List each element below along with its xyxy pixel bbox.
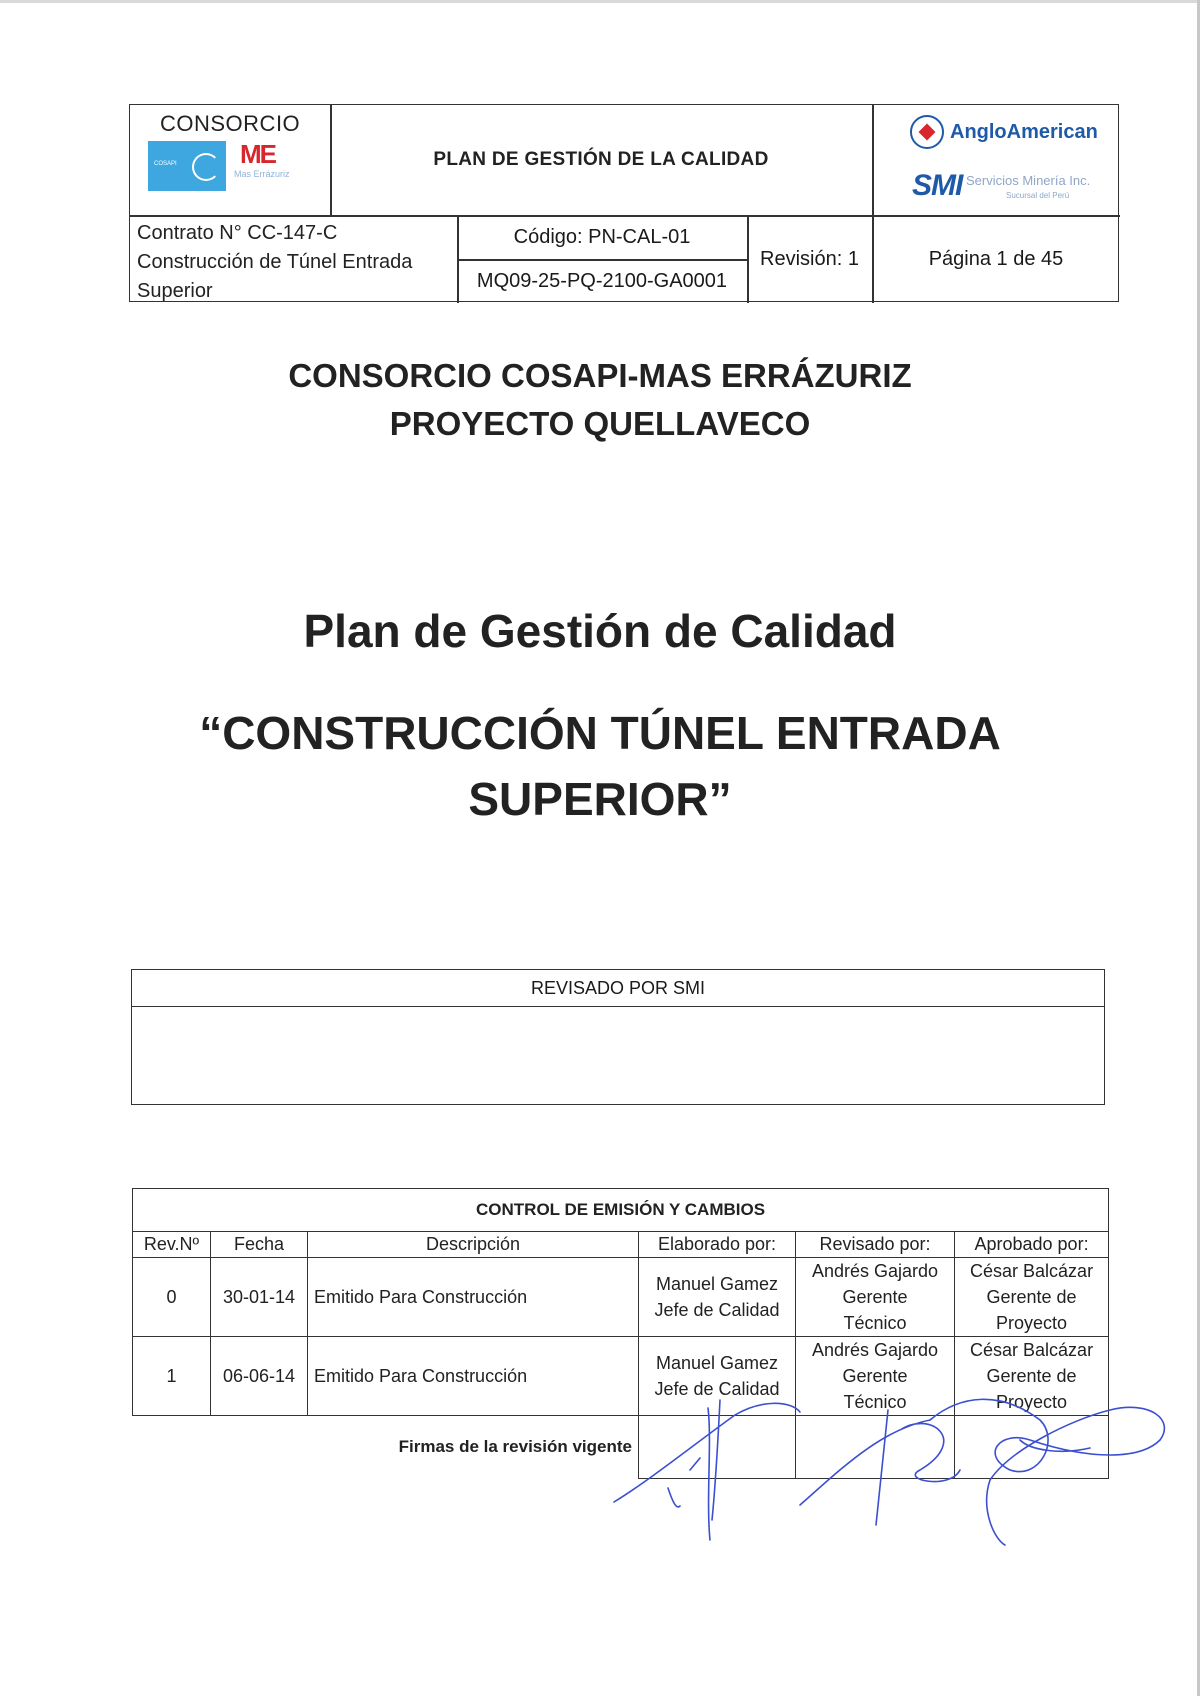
date-cell: 06-06-14 (211, 1337, 308, 1416)
document-title: PLAN DE GESTIÓN DE LA CALIDAD (433, 149, 769, 170)
company-heading (0, 352, 1200, 448)
header-divider (330, 105, 332, 215)
rev-cell: 0 (133, 1258, 211, 1337)
client-logos (872, 105, 1120, 215)
approved-by-name: César Balcázar (970, 1261, 1094, 1281)
anglo-american-icon (910, 115, 944, 149)
date-cell: 30-01-14 (211, 1258, 308, 1337)
reviewed-by-cell (796, 1337, 955, 1416)
anglo-american-label: AngloAmerican (950, 121, 1098, 143)
reviewed-by-name: Andrés Gajardo (811, 1261, 939, 1281)
rev-cell: 1 (133, 1337, 211, 1416)
me-subtitle: Mas Errázuriz (234, 169, 290, 179)
document-code: Código: PN-CAL-01 (513, 225, 691, 248)
revision-number: Revisión: 1 (760, 247, 859, 270)
subtitle-line-2: SUPERIOR” (468, 773, 732, 825)
smi-logo: SMI (912, 169, 963, 202)
prepared-by-role: Jefe de Calidad (654, 1379, 780, 1399)
signature-label: Firmas de la revisión vigente (398, 1437, 632, 1457)
cosapi-ring-icon (192, 153, 220, 181)
approved-by-cell (955, 1337, 1109, 1416)
approved-by-role: Gerente de (986, 1366, 1077, 1386)
description-cell: Emitido Para Construcción (308, 1258, 639, 1337)
blank-cell (211, 1416, 308, 1479)
approved-by-role: Proyecto (996, 1313, 1068, 1333)
reviewed-by-cell (796, 1258, 955, 1337)
header-divider (872, 105, 874, 303)
header-divider (457, 259, 747, 261)
approved-by-cell (955, 1258, 1109, 1337)
prepared-by-role: Jefe de Calidad (654, 1300, 780, 1320)
document-code-secondary: MQ09-25-PQ-2100-GA0001 (476, 269, 728, 292)
document-header (129, 104, 1119, 302)
contract-name: Construcción de Túnel Entrada Superior (137, 251, 413, 302)
column-header: Rev.Nº (133, 1232, 211, 1258)
signature-box-reviewed (796, 1416, 955, 1479)
prepared-by-name: Manuel Gamez (655, 1353, 779, 1373)
reviewed-by-role: Técnico (843, 1313, 907, 1333)
project-name: PROYECTO QUELLAVECO (389, 405, 811, 442)
smi-subtitle: Servicios Minería Inc. (966, 173, 1091, 188)
page-subtitle (0, 700, 1200, 832)
blank-cell (133, 1416, 211, 1479)
prepared-by-cell (639, 1337, 796, 1416)
approved-by-role: Gerente de (986, 1287, 1077, 1307)
column-header: Descripción (308, 1232, 639, 1258)
review-box (131, 969, 1105, 1105)
me-logo (240, 139, 275, 170)
consorcio-label: CONSORCIO (160, 111, 301, 136)
table-row (133, 1258, 1109, 1337)
signature-box-approved (955, 1416, 1109, 1479)
page-title: Plan de Gestión de Calidad (303, 605, 897, 657)
approved-by-name: César Balcázar (970, 1340, 1094, 1360)
cosapi-label: COSAPI (154, 161, 177, 167)
scan-edge-top (0, 0, 1200, 3)
page-number: Página 1 de 45 (928, 247, 1064, 270)
control-table-header (133, 1232, 1109, 1258)
me-label: ME (240, 139, 275, 169)
prepared-by-name: Manuel Gamez (655, 1274, 779, 1294)
description-cell: Emitido Para Construcción (308, 1337, 639, 1416)
column-header: Elaborado por: (639, 1232, 796, 1258)
header-divider (747, 215, 749, 303)
reviewed-by-role: Gerente (842, 1287, 908, 1307)
table-row (133, 1337, 1109, 1416)
consorcio-logo (130, 105, 330, 215)
signature-box-prepared (639, 1416, 796, 1479)
column-header: Fecha (211, 1232, 308, 1258)
control-table (132, 1188, 1109, 1479)
column-header: Revisado por: (796, 1232, 955, 1258)
reviewed-by-role: Técnico (843, 1392, 907, 1412)
reviewed-by-role: Gerente (842, 1366, 908, 1386)
control-table-title: CONTROL DE EMISIÓN Y CAMBIOS (133, 1189, 1109, 1232)
subtitle-line-1: “CONSTRUCCIÓN TÚNEL ENTRADA (199, 707, 1001, 759)
review-box-heading: REVISADO POR SMI (132, 970, 1104, 1007)
column-header: Aprobado por: (955, 1232, 1109, 1258)
approved-by-role: Proyecto (996, 1392, 1068, 1412)
reviewed-by-name: Andrés Gajardo (811, 1340, 939, 1360)
contract-info (130, 215, 457, 303)
header-divider (130, 215, 1120, 217)
signature-row (133, 1416, 1109, 1479)
cosapi-logo (148, 141, 226, 191)
prepared-by-cell (639, 1258, 796, 1337)
smi-branch: Sucursal del Perú (1006, 191, 1070, 200)
company-name: CONSORCIO COSAPI-MAS ERRÁZURIZ (288, 357, 912, 394)
contract-number: Contrato N° CC-147-C (137, 222, 338, 244)
